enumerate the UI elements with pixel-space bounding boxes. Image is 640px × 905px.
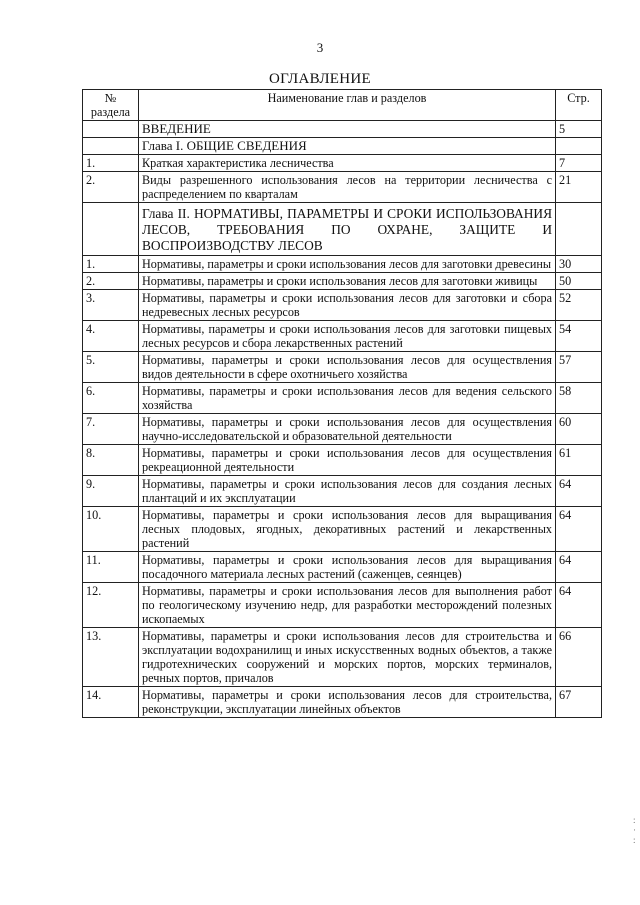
toc-table [82, 89, 602, 718]
toc-row-title: Нормативы, параметры и сроки использования лесов для выполнения работ по геологическому изучению недр, для разработки месторождений полезных ископаемых [139, 583, 556, 628]
toc-row-number: 1. [83, 155, 139, 172]
toc-row-page: 64 [556, 583, 602, 628]
toc-row-title: Нормативы, параметры и сроки использования лесов для ведения сельского хозяйства [139, 383, 556, 414]
toc-row-page: 66 [556, 628, 602, 687]
toc-row [83, 203, 602, 256]
toc-row-title: Глава I. ОБЩИЕ СВЕДЕНИЯ [139, 138, 556, 155]
header-page: Стр. [556, 90, 602, 121]
toc-header-row [83, 90, 602, 121]
toc-row-number: 3. [83, 290, 139, 321]
toc-row-page: 54 [556, 321, 602, 352]
toc-row-number [83, 121, 139, 138]
toc-row-page: 60 [556, 414, 602, 445]
toc-row-number: 9. [83, 476, 139, 507]
page-number: 3 [316, 40, 324, 55]
toc-row-number: 10. [83, 507, 139, 552]
toc-row-page: 5 [556, 121, 602, 138]
toc-row-page: 67 [556, 687, 602, 718]
toc-row-page: 50 [556, 273, 602, 290]
toc-row [83, 321, 602, 352]
toc-row-page [556, 138, 602, 155]
toc-row-title: Нормативы, параметры и сроки использования лесов для создания лесных плантаций и их эксплуатации [139, 476, 556, 507]
toc-row-page: 64 [556, 552, 602, 583]
toc-row-page: 7 [556, 155, 602, 172]
toc-body [83, 121, 602, 718]
toc-row-page: 61 [556, 445, 602, 476]
toc-row [83, 507, 602, 552]
toc-row-page: 64 [556, 507, 602, 552]
toc-row-number: 4. [83, 321, 139, 352]
toc-row [83, 256, 602, 273]
toc-row-title: Глава II. НОРМАТИВЫ, ПАРАМЕТРЫ И СРОКИ ИСПОЛЬЗОВАНИЯ ЛЕСОВ, ТРЕБОВАНИЯ ПО ОХРАНЕ, ЗАЩИТЕ И ВОСПРОИЗВОДСТВУ ЛЕСОВ [139, 203, 556, 256]
toc-row [83, 445, 602, 476]
toc-row-page: 58 [556, 383, 602, 414]
toc-row [83, 352, 602, 383]
toc-row-title: Нормативы, параметры и сроки использования лесов для заготовки и сбора недревесных лесных ресурсов [139, 290, 556, 321]
toc-row-number [83, 138, 139, 155]
toc-row-number: 8. [83, 445, 139, 476]
toc-row-title: Нормативы, параметры и сроки использования лесов для выращивания посадочного материала лесных растений (саженцев, сеянцев) [139, 552, 556, 583]
toc-row-number: 6. [83, 383, 139, 414]
toc-row-page: 21 [556, 172, 602, 203]
toc-row-title: Краткая характеристика лесничества [139, 155, 556, 172]
page-title: ОГЛАВЛЕНИЕ [269, 71, 371, 87]
toc-row-title: Нормативы, параметры и сроки использования лесов для заготовки древесины [139, 256, 556, 273]
toc-row-title: Нормативы, параметры и сроки использования лесов для заготовки живицы [139, 273, 556, 290]
toc-row-number: 11. [83, 552, 139, 583]
toc-row-title: Нормативы, параметры и сроки использования лесов для заготовки пищевых лесных ресурсов и сбора лекарственных растений [139, 321, 556, 352]
toc-row-number: 13. [83, 628, 139, 687]
toc-row [83, 138, 602, 155]
toc-row-number: 2. [83, 172, 139, 203]
toc-row-title: Нормативы, параметры и сроки использования лесов для осуществления рекреационной деятельности [139, 445, 556, 476]
toc-row [83, 583, 602, 628]
toc-row-page: 52 [556, 290, 602, 321]
toc-row-title: Нормативы, параметры и сроки использования лесов для выращивания лесных плодовых, ягодных, декоративных растений и лекарственных растений [139, 507, 556, 552]
toc-row-page [556, 203, 602, 256]
toc-row-number: 5. [83, 352, 139, 383]
toc-row-page: 30 [556, 256, 602, 273]
toc-row [83, 687, 602, 718]
toc-row [83, 383, 602, 414]
toc-row [83, 121, 602, 138]
toc-row-number: 14. [83, 687, 139, 718]
toc-row-title: Нормативы, параметры и сроки использования лесов для строительства и эксплуатации водохранилищ и иных искусственных водных объектов, а также гидротехнических сооружений и морских портов, морских терминалов, речных портов, причалов [139, 628, 556, 687]
toc-row-title: Нормативы, параметры и сроки использования лесов для осуществления научно-исследовательской и образовательной деятельности [139, 414, 556, 445]
toc-row [83, 155, 602, 172]
toc-row-number [83, 203, 139, 256]
toc-row [83, 476, 602, 507]
toc-row-number: 7. [83, 414, 139, 445]
toc-row [83, 414, 602, 445]
toc-row-number: 1. [83, 256, 139, 273]
toc-row-number: 2. [83, 273, 139, 290]
toc-row-title: Нормативы, параметры и сроки использования лесов для осуществления видов деятельности в сфере охотничьего хозяйства [139, 352, 556, 383]
toc-row [83, 273, 602, 290]
toc-row-number: 12. [83, 583, 139, 628]
toc-row [83, 172, 602, 203]
toc-row [83, 628, 602, 687]
toc-row-page: 64 [556, 476, 602, 507]
toc-row [83, 290, 602, 321]
header-number: № раздела [83, 90, 139, 121]
header-name: Наименование глав и разделов [139, 90, 556, 121]
toc-row-title: Нормативы, параметры и сроки использования лесов для строительства, реконструкции, эксплуатации линейных объектов [139, 687, 556, 718]
side-margin-mark: : · : [633, 815, 636, 845]
toc-row-page: 57 [556, 352, 602, 383]
toc-row [83, 552, 602, 583]
toc-row-title: ВВЕДЕНИЕ [139, 121, 556, 138]
toc-row-title: Виды разрешенного использования лесов на территории лесничества с распределением по кварталам [139, 172, 556, 203]
